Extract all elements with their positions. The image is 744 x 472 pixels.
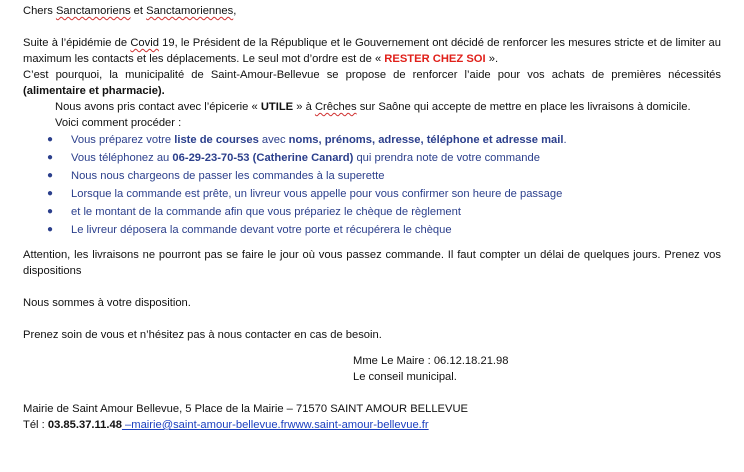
list-item: ● Le livreur déposera la commande devant votre porte et récupérera le chèque bbox=[23, 221, 721, 239]
letter bbox=[23, 3, 721, 433]
footer-contact: Tél : 03.85.37.11.48 –mairie@saint-amour-bellevue.frwww.saint-amour-bellevue.fr bbox=[23, 419, 429, 431]
steps-intro: Voici comment procéder : bbox=[55, 117, 182, 129]
paragraph-disposition: Nous sommes à votre disposition. bbox=[23, 297, 191, 309]
paragraph-prenez-soin: Prenez soin de vous et n’hésitez pas à nous contacter en cas de besoin. bbox=[23, 329, 382, 341]
steps-list bbox=[23, 131, 721, 239]
list-item: ● Vous téléphonez au 06-29-23-70-53 (Catherine Canard) qui prendra note de votre commande bbox=[23, 149, 721, 167]
word-covid: Covid bbox=[130, 37, 159, 49]
greeting: Chers Sanctamoriens et Sanctamoriennes, bbox=[23, 5, 237, 17]
signature-conseil: Le conseil municipal. bbox=[353, 371, 457, 383]
footer-website-link[interactable]: www.saint-amour-bellevue.fr bbox=[287, 419, 429, 431]
bullet-icon: ● bbox=[47, 170, 54, 181]
paragraph-municipalite: C’est pourquoi, la municipalité de Saint-Amour-Bellevue se propose de renforcer l’aide pour vos achats de premières nécessités (alimentaire et pharmacie). bbox=[23, 69, 721, 97]
list-item: ● et le montant de la commande afin que vous prépariez le chèque de règlement bbox=[23, 203, 721, 221]
footer-address: Mairie de Saint Amour Bellevue, 5 Place de la Mairie – 71570 SAINT AMOUR BELLEVUE bbox=[23, 403, 469, 415]
footer-phone: 03.85.37.11.48 bbox=[47, 419, 122, 431]
bullet-icon: ● bbox=[47, 188, 54, 199]
greeting-word-sanctamoriens: Sanctamoriens bbox=[55, 5, 131, 17]
paragraph-covid: Suite à l’épidémie de Covid 19, le Président de la République et le Gouvernement ont décidé de renforcer les mesures stricte et de limiter au maximum les contacts et les déplacements. Le seul mot d’ordre est de « RESTER CHEZ SOI ». bbox=[23, 37, 721, 65]
signature-maire: Mme Le Maire : 06.12.18.21.98 bbox=[353, 355, 509, 367]
greeting-word-sanctamoriennes: Sanctamoriennes bbox=[146, 5, 234, 17]
list-item: ● Vous préparez votre liste de courses avec noms, prénoms, adresse, téléphone et adresse mail. bbox=[23, 131, 721, 149]
bullet-icon: ● bbox=[47, 224, 54, 235]
bullet-icon: ● bbox=[47, 206, 54, 217]
list-item: ● Lorsque la commande est prête, un livreur vous appelle pour vous confirmer son heure de passage bbox=[23, 185, 721, 203]
bullet-icon: ● bbox=[47, 152, 54, 163]
word-creches: Crêches bbox=[314, 101, 357, 113]
paragraph-attention: Attention, les livraisons ne pourront pas se faire le jour où vous passez commande. Il faut compter un délai de quelques jours. Prenez vos dispositions bbox=[23, 249, 721, 277]
rester-chez-soi: RESTER CHEZ SOI bbox=[384, 53, 486, 65]
footer-email-link[interactable]: –mairie@saint-amour-bellevue.fr bbox=[121, 419, 288, 431]
bullet-icon: ● bbox=[47, 134, 54, 145]
paragraph-epicerie: Nous avons pris contact avec l’épicerie « UTILE » à Crêches sur Saône qui accepte de mettre en place les livraisons à domicile. bbox=[55, 101, 691, 113]
list-item: ● Nous nous chargeons de passer les commandes à la superette bbox=[23, 167, 721, 185]
